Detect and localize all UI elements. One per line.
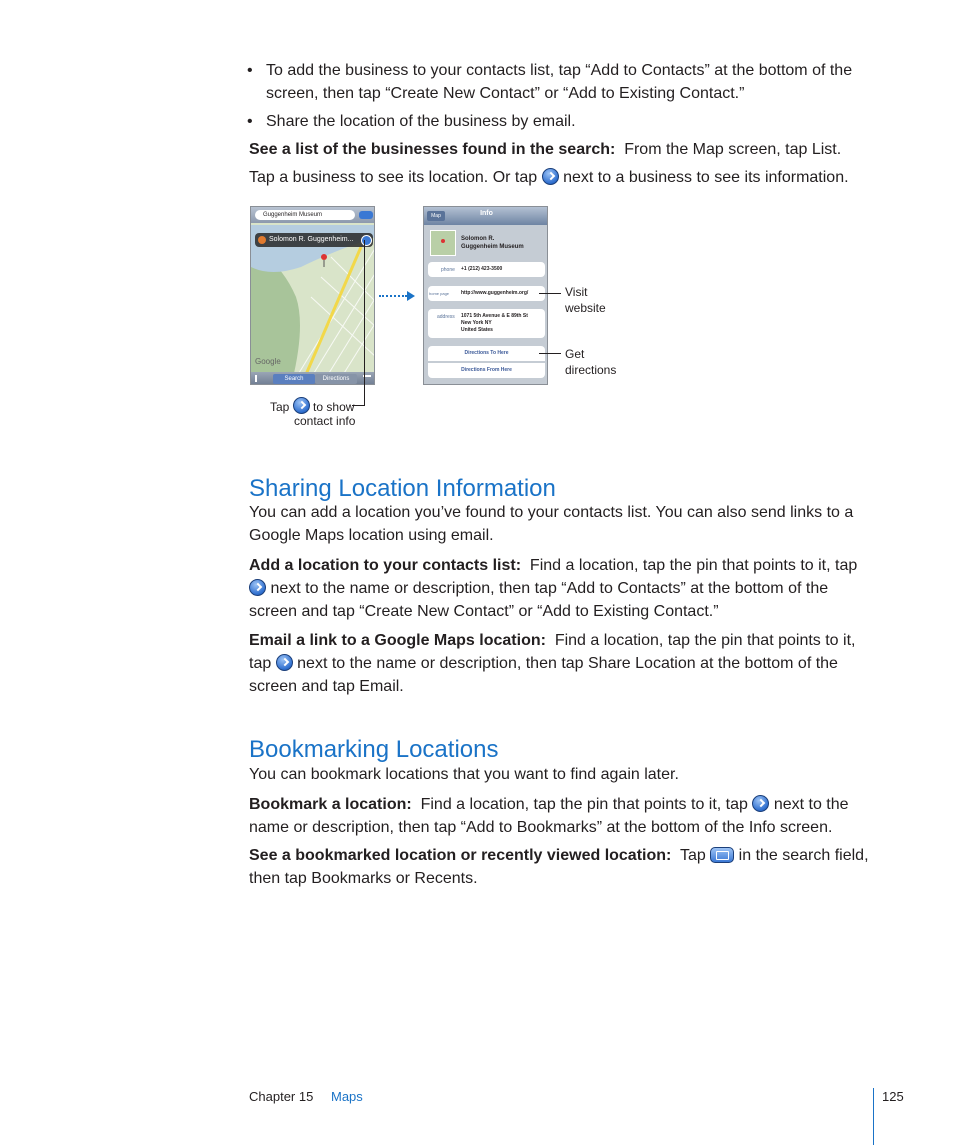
back-button[interactable]: Map xyxy=(427,211,445,221)
section-intro: You can add a location you’ve found to your contacts list. You can also send links to a Google Maps location using email. xyxy=(249,504,854,544)
add-location-paragraph: Add a location to your contacts list: Find a location, tap the pin that points to it, tap next to the name or description, then tap “Add to Contacts” at the bottom of the screen and tap “Create New Contact” or “Add to Existing Contact.” xyxy=(249,557,858,620)
run-in-label: Add a location to your contacts list: xyxy=(249,557,522,574)
directions-from-button[interactable]: Directions From Here xyxy=(428,363,545,378)
see-list-paragraph xyxy=(249,138,869,161)
bullet-text: To add the business to your contacts list, tap “Add to Contacts” at the bottom of the screen, then tap “Create New Contact” or “Add to Existing Contact.” xyxy=(266,62,853,102)
search-input[interactable]: Guggenheim Museum xyxy=(255,210,355,220)
bookmark-location-paragraph: Bookmark a location: Find a location, tap the pin that points to it, tap next to the name or description, then tap “Add to Bookmarks” at the bottom of the Info screen. xyxy=(249,796,849,836)
tap-business-paragraph: Tap a business to see its location. Or tap next to a business to see its information. xyxy=(249,169,849,186)
flow-arrow xyxy=(379,295,407,297)
person-icon xyxy=(258,236,266,244)
bookmarks-icon[interactable] xyxy=(359,211,373,219)
detail-disclosure-icon xyxy=(293,397,310,414)
page-number: 125 xyxy=(882,1089,904,1104)
bullet-item: • To add the business to your contacts list, tap “Add to Contacts” at the bottom of the screen, then tap “Create New Contact” or “Add to Existing Contact.” xyxy=(247,62,853,102)
detail-disclosure-icon xyxy=(249,579,266,596)
detail-disclosure-icon xyxy=(542,168,559,185)
leader-line xyxy=(539,293,561,294)
footer-chapter: Chapter 15 xyxy=(249,1089,314,1104)
email-link-paragraph: Email a link to a Google Maps location: Find a location, tap the pin that points to it, tap next to the name or description, then tap Share Location at the bottom of the screen and tap Email. xyxy=(249,632,856,695)
footer-divider xyxy=(873,1088,874,1145)
tab-directions[interactable]: Directions xyxy=(315,374,357,384)
visit-website-callout: Visit website xyxy=(565,285,606,315)
bullet-item: • Share the location of the business by email. xyxy=(247,113,576,130)
detail-disclosure-icon xyxy=(276,654,293,671)
search-bar xyxy=(251,207,375,223)
leader-line xyxy=(539,353,561,354)
pin-icon xyxy=(441,239,445,243)
arrow-head-icon xyxy=(407,291,415,301)
place-name: Solomon R. Guggenheim Museum xyxy=(461,236,524,250)
run-in-label: Email a link to a Google Maps location: xyxy=(249,632,546,649)
footer-section: Maps xyxy=(331,1089,363,1104)
nav-bar xyxy=(424,207,548,225)
bullet-text: Share the location of the business by email. xyxy=(266,113,576,130)
section-heading: Sharing Location Information xyxy=(249,475,556,502)
address-row[interactable]: address 1071 5th Avenue & E 89th St New York NY United States xyxy=(428,309,545,338)
phone-row[interactable]: phone +1 (212) 423-3500 xyxy=(428,262,545,277)
directions-to-button[interactable]: Directions To Here xyxy=(428,346,545,361)
detail-disclosure-icon[interactable] xyxy=(361,235,372,246)
tap-contact-info-callout: Tap to show xyxy=(270,397,365,415)
section-intro: You can bookmark locations that you want to find again later. xyxy=(249,766,679,783)
info-screenshot xyxy=(423,206,548,385)
see-bookmarked-paragraph: See a bookmarked location or recently viewed location: Tap in the search field, then tap Bookmarks or Recents. xyxy=(249,847,869,887)
run-in-label: Bookmark a location: xyxy=(249,796,412,813)
bottom-toolbar xyxy=(251,372,375,385)
tab-search[interactable]: Search xyxy=(273,374,315,384)
run-in-label: See a list of the businesses found in the search: xyxy=(249,141,616,158)
google-logo: Google xyxy=(255,357,281,366)
location-thumbnail xyxy=(430,230,456,256)
home-page-row[interactable]: home page http://www.guggenheim.org/ xyxy=(428,286,545,301)
location-icon[interactable] xyxy=(255,375,265,382)
detail-disclosure-icon xyxy=(752,795,769,812)
map-screenshot xyxy=(250,206,375,385)
nav-title: Info xyxy=(480,210,493,217)
pin-callout[interactable]: Solomon R. Guggenheim... xyxy=(255,233,373,247)
leader-line xyxy=(364,240,365,405)
tap-contact-info-callout-line2: contact info xyxy=(294,414,356,428)
get-directions-callout: Get directions xyxy=(565,347,617,377)
bookmarks-icon xyxy=(710,847,734,863)
section-heading: Bookmarking Locations xyxy=(249,736,499,763)
run-in-label: See a bookmarked location or recently viewed location: xyxy=(249,847,672,864)
paragraph-text: From the Map screen, tap List. xyxy=(624,141,842,158)
